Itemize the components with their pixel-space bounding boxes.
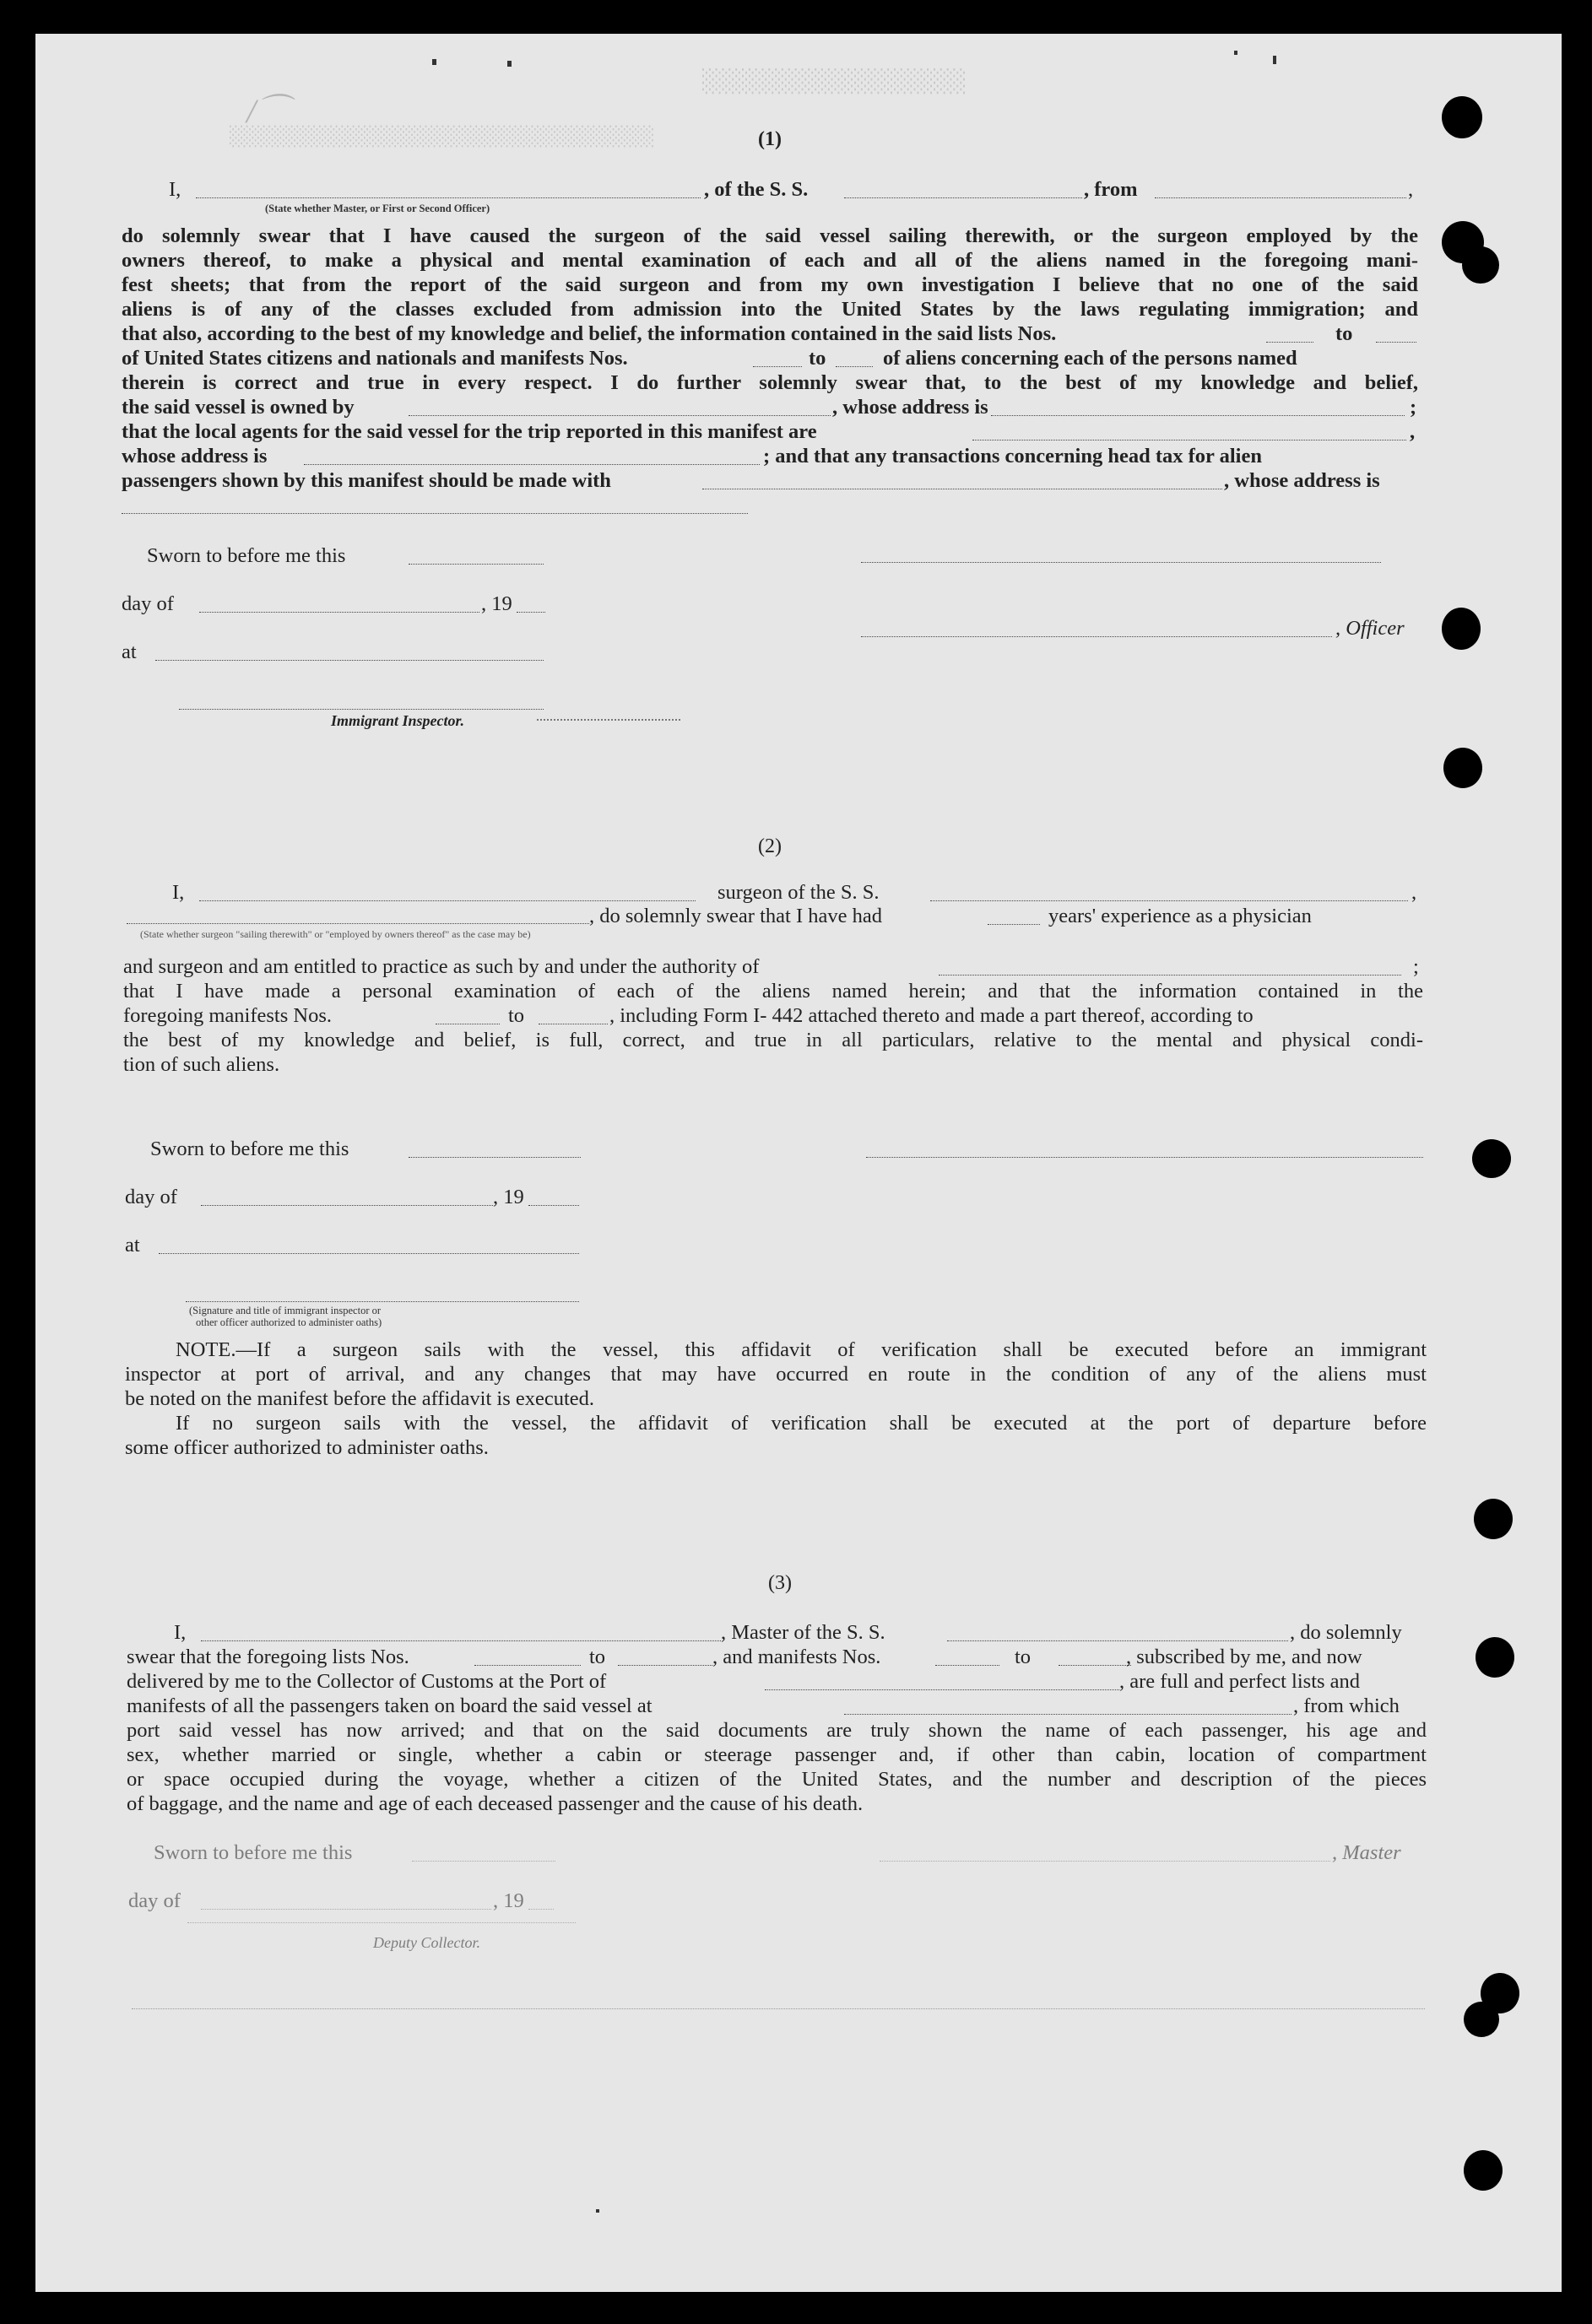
note-para [125, 1338, 1427, 1460]
sworn-label-2: Sworn to before me this [150, 1138, 349, 1160]
master-ship-field[interactable] [947, 1640, 1288, 1641]
citizens-text: of United States citizens and nationals and manifests Nos. [122, 347, 628, 370]
years-field[interactable] [988, 924, 1040, 925]
inspector-label: Immigrant Inspector. [331, 712, 465, 729]
manifests-to-field-3[interactable] [1059, 1665, 1131, 1666]
punch-hole [1476, 1637, 1514, 1678]
body-line: port said vessel has now arrived; and that on the said documents are truly shown the name of each passenger, his age and [127, 1719, 1427, 1742]
punch-hole [1442, 96, 1482, 138]
subscribed-text: , subscribed by me, and now [1126, 1646, 1362, 1668]
year-field-1[interactable] [517, 612, 545, 613]
punch-hole [1464, 2002, 1499, 2037]
i-label-3: I, [174, 1621, 187, 1644]
officer-signature-field[interactable] [861, 562, 1381, 563]
surgeon-status-note: (State whether surgeon "sailing therewith" or "employed by owners thereof" as the case may be) [140, 928, 531, 940]
line1-end: , [1408, 178, 1414, 201]
year-field-3[interactable] [528, 1909, 554, 1910]
note-line: be noted on the manifest before the affidavit is executed. [125, 1387, 595, 1410]
lists-to: to [1335, 322, 1353, 345]
manifests-label-3: , and manifests Nos. [712, 1646, 881, 1668]
swear-to-2: to [1015, 1646, 1032, 1668]
lists-to-field[interactable] [1376, 342, 1416, 343]
swear-text: , do solemnly swear that I have had [589, 905, 882, 927]
form-sheet [35, 34, 1562, 2292]
speck [1273, 56, 1276, 64]
bleed-through-text: ░░░░░░░░░░░░░░░░░░░░ [702, 69, 967, 95]
manifests-from-field[interactable] [753, 366, 802, 367]
foregoing-to: to [508, 1004, 525, 1027]
years-text: years' experience as a physician [1048, 905, 1312, 927]
body-line: sex, whether married or single, whether a cabin or steerage passenger and, if other than cabin, location of compartment [127, 1743, 1427, 1766]
surgeon-of-label: surgeon of the S. S. [717, 881, 880, 904]
surgeon-status-field[interactable] [127, 923, 589, 924]
foregoing-rest: , including Form I- 442 attached thereto and made a part thereof, according to [609, 1004, 1254, 1027]
sig-note-1: (Signature and title of immigrant inspector or [189, 1305, 382, 1316]
month-field-2[interactable] [201, 1205, 493, 1206]
surgeon-line-end: , [1411, 881, 1417, 904]
ship-name-field[interactable] [844, 197, 1082, 198]
boarding-port-field[interactable] [844, 1714, 1291, 1715]
body-line: of baggage, and the name and age of each deceased passenger and the cause of his death. [127, 1792, 864, 1815]
month-field-1[interactable] [199, 612, 479, 613]
body-line: fest sheets; that from the report of the said surgeon and from my own investigation I believe that no one of the said [122, 273, 1418, 296]
body-line: do solemnly swear that I have caused the surgeon of the said vessel sailing therewith, or the surgeon employed by the [122, 224, 1418, 247]
of-ss-label: , of the S. S. [704, 178, 809, 201]
sworn-day-field-3[interactable] [412, 1861, 555, 1862]
sworn-label-3: Sworn to before me this [154, 1841, 353, 1864]
speck [596, 2209, 599, 2213]
swear-lists-text: swear that the foregoing lists Nos. [127, 1646, 409, 1668]
from-label: , from [1084, 178, 1138, 201]
at-label-2: at [125, 1234, 140, 1257]
manifests-from-field-3[interactable] [935, 1665, 999, 1666]
manifests-text: manifests of all the passengers taken on board the said vessel at [127, 1694, 653, 1717]
body-line: therein is correct and true in every respect. I do further solemnly swear that, to the best of my knowledge and belief, [122, 371, 1418, 394]
authority-field[interactable] [939, 975, 1401, 976]
passengers-label: passengers shown by this manifest should be made with [122, 469, 611, 492]
solemnly-label: , do solemnly [1290, 1621, 1402, 1644]
section-2-heading: (2) [758, 835, 782, 857]
citizens-to: to [809, 347, 826, 370]
i-label: I, [169, 178, 181, 201]
place-field-2[interactable] [159, 1253, 579, 1254]
sworn-label-1: Sworn to before me this [147, 544, 346, 567]
year-label-3: , 19 [493, 1889, 524, 1912]
month-field-3[interactable] [201, 1909, 491, 1910]
deputy-label: Deputy Collector. [373, 1934, 480, 1951]
master-signature-field[interactable] [880, 1861, 1330, 1862]
lists-to-field-3[interactable] [618, 1665, 712, 1666]
deputy-signature-field[interactable] [187, 1922, 576, 1923]
surgeon-ship-field[interactable] [930, 900, 1408, 901]
master-label: , Master [1332, 1841, 1401, 1864]
officer-name-field[interactable] [196, 197, 701, 198]
master-name-field[interactable] [201, 1640, 721, 1641]
agents-address-label: whose address is [122, 445, 268, 468]
year-label-2: , 19 [493, 1186, 524, 1208]
punch-hole [1472, 1139, 1511, 1178]
section-3-heading: (3) [768, 1572, 792, 1594]
surgeon-signature-field[interactable] [866, 1157, 1423, 1158]
sig-note-2: other officer authorized to administer oaths) [196, 1316, 382, 1328]
punch-hole [1474, 1499, 1513, 1539]
officer-title-field[interactable] [861, 636, 1332, 637]
speck [1234, 51, 1237, 55]
agents-end: , [1410, 420, 1416, 443]
swear-to-1: to [589, 1646, 606, 1668]
manifests-to-field[interactable] [836, 366, 873, 367]
head-tax-text: ; and that any transactions concerning head tax for alien [763, 445, 1262, 468]
agents-label: that the local agents for the said vessel for the trip reported in this manifest are [122, 420, 817, 443]
delivered-text: delivered by me to the Collector of Customs at the Port of [127, 1670, 607, 1693]
authority-end: ; [1413, 955, 1419, 978]
port-field[interactable] [765, 1689, 1119, 1690]
i-label-2: I, [172, 881, 185, 904]
speck [507, 61, 512, 67]
best-para [123, 1028, 1423, 1077]
inspector-trailing-dots [537, 719, 680, 721]
note-line: If no surgeon sails with the vessel, the affidavit of verification shall be executed at the port of departure before [176, 1412, 1427, 1435]
body-line: that I have made a personal examination of each of the aliens named herein; and that the information contained in the [123, 980, 1423, 1003]
master-of-label: , Master of the S. S. [721, 1621, 885, 1644]
note-line: inspector at port of arrival, and any changes that may have occurred en route in the condition of any of the aliens must [125, 1363, 1427, 1386]
section-1-heading: (1) [758, 128, 782, 150]
surgeon-name-field[interactable] [199, 900, 696, 901]
inspector-signature-field-2[interactable] [186, 1301, 579, 1302]
bottom-rule [132, 2008, 1425, 2009]
day-of-label-3: day of [128, 1889, 181, 1912]
body-line: aliens is of any of the classes excluded from admission into the United States by the laws regulating immigration; and [122, 298, 1418, 321]
lists-from-field[interactable] [1266, 342, 1313, 343]
body-line: the best of my knowledge and belief, is full, correct, and true in all particulars, relative to the mental and physical condi- [123, 1029, 1423, 1051]
day-of-label-2: day of [125, 1186, 177, 1208]
head-tax-address-field[interactable] [122, 513, 748, 514]
punch-hole [1464, 2150, 1503, 2191]
speck [432, 59, 436, 65]
officer-label: , Officer [1335, 617, 1405, 640]
place-field-1[interactable] [155, 660, 544, 661]
body-line: or space occupied during the voyage, whether a citizen of the United States, and the number and description of the pieces [127, 1768, 1427, 1791]
owned-label: the said vessel is owned by [122, 396, 355, 419]
foregoing-text: foregoing manifests Nos. [123, 1004, 332, 1027]
owner-field[interactable] [409, 415, 831, 416]
passengers-address-label: , whose address is [1224, 469, 1380, 492]
correct-para [122, 370, 1418, 395]
bleed-through-text: ░░░░░░░░░░░░░░░░░░░░░░░░░░░░░░░░░░░░░░ [230, 127, 655, 148]
owner-address-field[interactable] [991, 415, 1405, 416]
agents-address-field[interactable] [304, 464, 760, 465]
sworn-day-field-2[interactable] [409, 1157, 581, 1158]
lists-text: that also, according to the best of my knowledge and belief, the information contained in the said lists Nos. [122, 322, 1057, 345]
owned-end: ; [1410, 396, 1417, 419]
year-label-1: , 19 [481, 592, 512, 615]
sworn-day-field-1[interactable] [409, 564, 544, 565]
year-field-2[interactable] [528, 1205, 579, 1206]
note-line: NOTE.—If a surgeon sails with the vessel, this affidavit of verification shall be executed before an immigrant [176, 1338, 1427, 1361]
citizens-rest: of aliens concerning each of the persons named [883, 347, 1297, 370]
from-which-text: , from which [1293, 1694, 1400, 1717]
body-line: tion of such aliens. [123, 1053, 280, 1076]
authority-text: and surgeon and am entitled to practice as such by and under the authority of [123, 955, 760, 978]
day-of-label-1: day of [122, 592, 174, 615]
punch-hole [1443, 748, 1482, 788]
full-lists-text: , are full and perfect lists and [1119, 1670, 1361, 1693]
punch-hole [1462, 246, 1499, 284]
exam-para [123, 979, 1423, 1003]
lists-from-field-3[interactable] [474, 1665, 581, 1666]
body-line: owners thereof, to make a physical and mental examination of each and all of the aliens named in the foregoing mani- [122, 249, 1418, 272]
punch-hole [1442, 608, 1481, 650]
section-1-body [122, 224, 1418, 322]
at-label-1: at [122, 640, 137, 663]
from-port-field[interactable] [1155, 197, 1406, 198]
owner-address-label: , whose address is [832, 396, 988, 419]
note-line: some officer authorized to administer oaths. [125, 1436, 489, 1459]
section-3-body [127, 1718, 1427, 1816]
pencil-mark: /⌒ [246, 92, 290, 130]
officer-note: (State whether Master, or First or Second Officer) [265, 203, 490, 214]
